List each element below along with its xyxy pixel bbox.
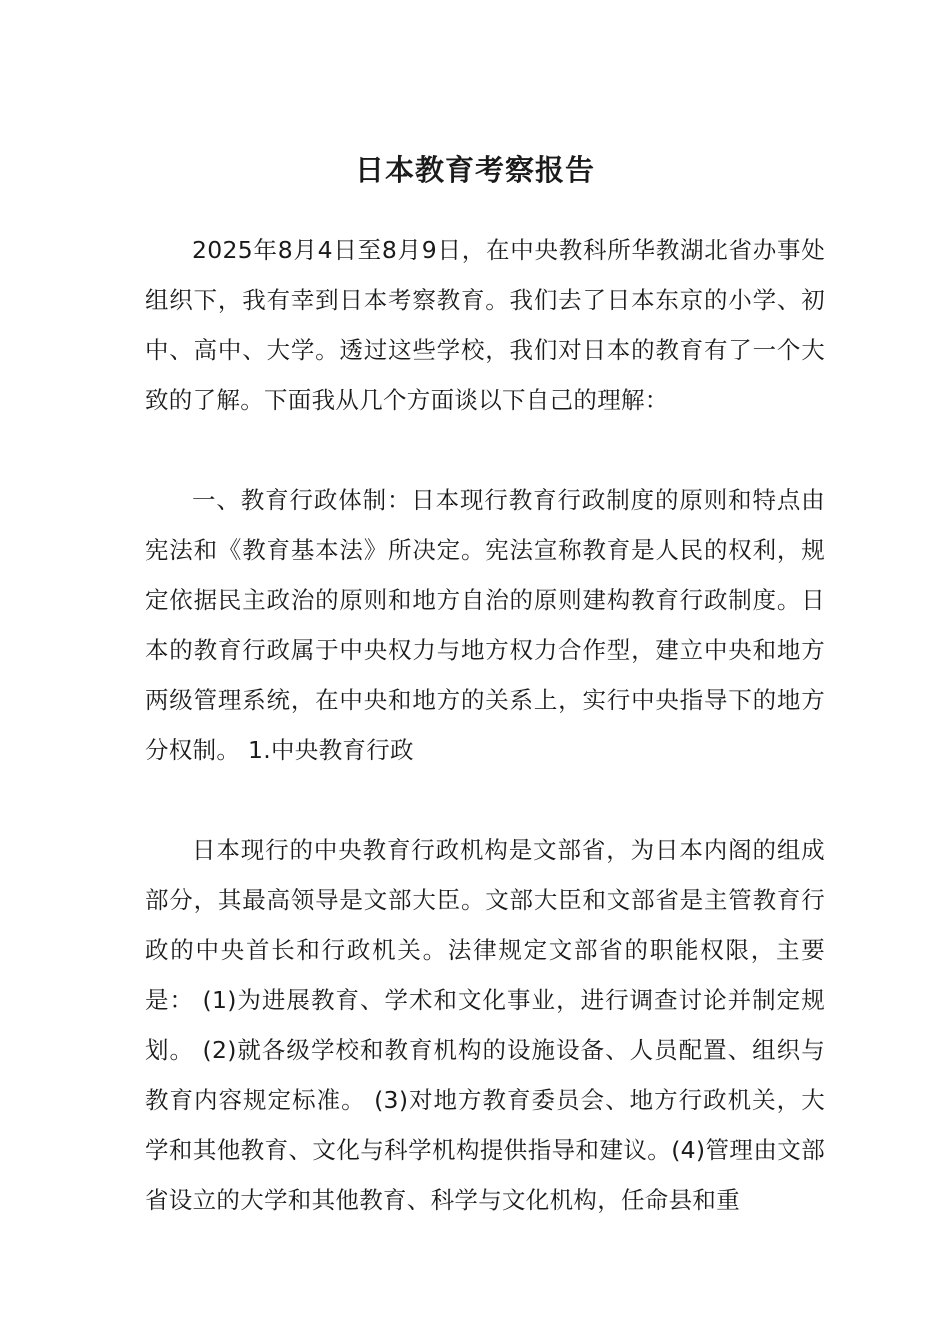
administration-system-paragraph: 一、教育行政体制：日本现行教育行政制度的原则和特点由宪法和《教育基本法》所决定。宪法宣称教育是人民的权利，规定依据民主政治的原则和地方自治的原则建构教育行政制度。日本的教育行政属于中央权力与地方权力合作型，建立中央和地方两级管理系统，在中央和地方的关系上，实行中央指导下的地方分权制。 1.中央教育行政 (145, 486, 825, 764)
intro-paragraph: 2025年8月4日至8月9日，在中央教科所华教湖北省办事处组织下，我有幸到日本考察教育。我们去了日本东京的小学、初中、高中、大学。透过这些学校，我们对日本的教育有了一个大致的了解。下面我从几个方面谈以下自己的理解： (145, 236, 825, 414)
document-title: 日本教育考察报告 (354, 153, 595, 188)
ministry-of-education-paragraph: 日本现行的中央教育行政机构是文部省，为日本内阁的组成部分，其最高领导是文部大臣。文部大臣和文部省是主管教育行政的中央首长和行政机关。法律规定文部省的职能权限，主要是： (1)为进展教育、学术和文化事业，进行调查讨论并制定规划。 (2)就各级学校和教育机构的设施设备、人员配置、组织与教育内容规定标准。 (3)对地方教育委员会、地方行政机关，大学和其他教育、文化与科学机构提供指导和建议。(4)管理由文部省设立的大学和其他教育、科学与文化机构，任命县和重 (145, 836, 825, 1214)
